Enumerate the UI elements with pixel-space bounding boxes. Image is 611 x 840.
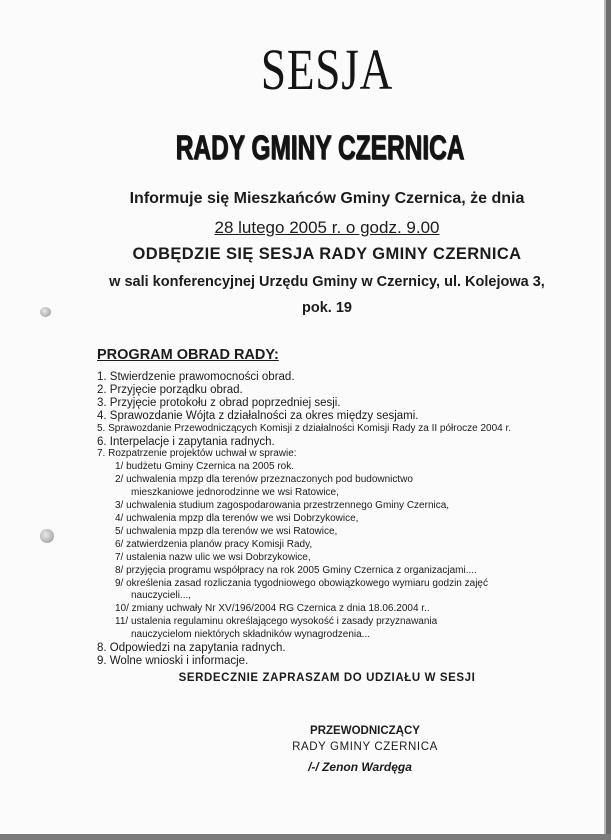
sub-item: 5/ uchwalenia mpzp dla terenów we wsi Ratowice, xyxy=(115,525,338,537)
list-item: 5. Sprawozdanie Przewodniczących Komisji z działalności Komisji Rady za II półrocze 2004 r. xyxy=(97,422,512,434)
list-item: 7. Rozpatrzenie projektów uchwał w sprawie: xyxy=(97,448,297,460)
sub-item: nauczycieli..., xyxy=(131,590,192,602)
list-item: 3. Przyjęcie protokołu z obrad poprzedniej sesji. xyxy=(97,396,341,409)
announcement-location: w sali konferencyjnej Urzędu Gminy w Czernicy, ul. Kolejowa 3, xyxy=(109,274,545,290)
list-item: 8. Odpowiedzi na zapytania radnych. xyxy=(97,642,286,655)
announcement-date xyxy=(0,218,611,238)
list-item: 9. Wolne wnioski i informacje. xyxy=(97,654,249,667)
list-item: 6. Interpelacje i zapytania radnych. xyxy=(97,435,275,448)
sub-item: 6/ zatwierdzenia planów pracy Komisji Rady, xyxy=(115,538,313,550)
list-item: 1. Stwierdzenie prawomocności obrad. xyxy=(97,371,295,383)
sub-item: 1/ budżetu Gminy Czernica na 2005 rok. xyxy=(115,461,294,473)
announcement-room: pok. 19 xyxy=(302,300,352,316)
announcement-line-1: Informuje się Mieszkańców Gminy Czernica, że dnia xyxy=(129,190,525,207)
agenda-list xyxy=(97,371,567,668)
scan-edge-right xyxy=(606,0,611,840)
page-subtitle: RADY GMINY CZERNICA xyxy=(175,129,465,167)
invitation-text: SERDECZNIE ZAPRASZAM DO UDZIAŁU W SESJI xyxy=(178,672,476,684)
sub-item: 4/ uchwalenia mpzp dla terenów we wsi Dobrzykowice, xyxy=(115,512,359,524)
program-heading: PROGRAM OBRAD RADY: xyxy=(97,347,279,363)
list-item: 2. Przyjęcie porządku obrad. xyxy=(97,383,243,396)
announcement-line-3: ODBĘDZIE SIĘ SESJA RADY GMINY CZERNICA xyxy=(132,245,522,263)
punch-hole-icon xyxy=(40,529,54,543)
page-title: SESJA xyxy=(260,37,394,102)
list-item: 4. Sprawozdanie Wójta z działalności za okres między sesjami. xyxy=(97,409,419,422)
signature-role: PRZEWODNICZĄCY xyxy=(310,725,420,737)
sub-item: mieszkaniowe jednorodzinne we wsi Ratowice, xyxy=(131,487,339,499)
sub-item: 7/ ustalenia nazw ulic we wsi Dobrzykowice, xyxy=(115,551,311,563)
sub-item: 3/ uchwalenia studium zagospodarowania przestrzennego Gminy Czernica, xyxy=(115,500,450,512)
sub-item: nauczycielom niektórych składników wynagrodzenia... xyxy=(131,629,371,641)
scan-edge-bottom xyxy=(0,834,611,840)
sub-item: 2/ uchwalenia mpzp dla terenów przeznaczonych pod budownictwo xyxy=(115,474,413,486)
date-text: 28 lutego 2005 r. o godz. 9.00 xyxy=(214,218,440,237)
sub-item: 10/ zmiany uchwały Nr XV/196/2004 RG Czernica z dnia 18.06.2004 r.. xyxy=(115,603,430,615)
sub-item: 11/ ustalenia regulaminu określającego wysokość i zasady przyznawania xyxy=(115,616,438,628)
signature-name: /-/ Zenon Wardęga xyxy=(308,760,412,774)
sub-item: 9/ określenia zasad rozliczania tygodniowego obowiązkowego wymiaru godzin zajęć xyxy=(115,577,488,589)
signature-body: RADY GMINY CZERNICA xyxy=(292,741,438,753)
sub-item: 8/ przyjęcia programu współpracy na rok 2005 Gminy Czernica z organizacjami.... xyxy=(115,564,477,576)
